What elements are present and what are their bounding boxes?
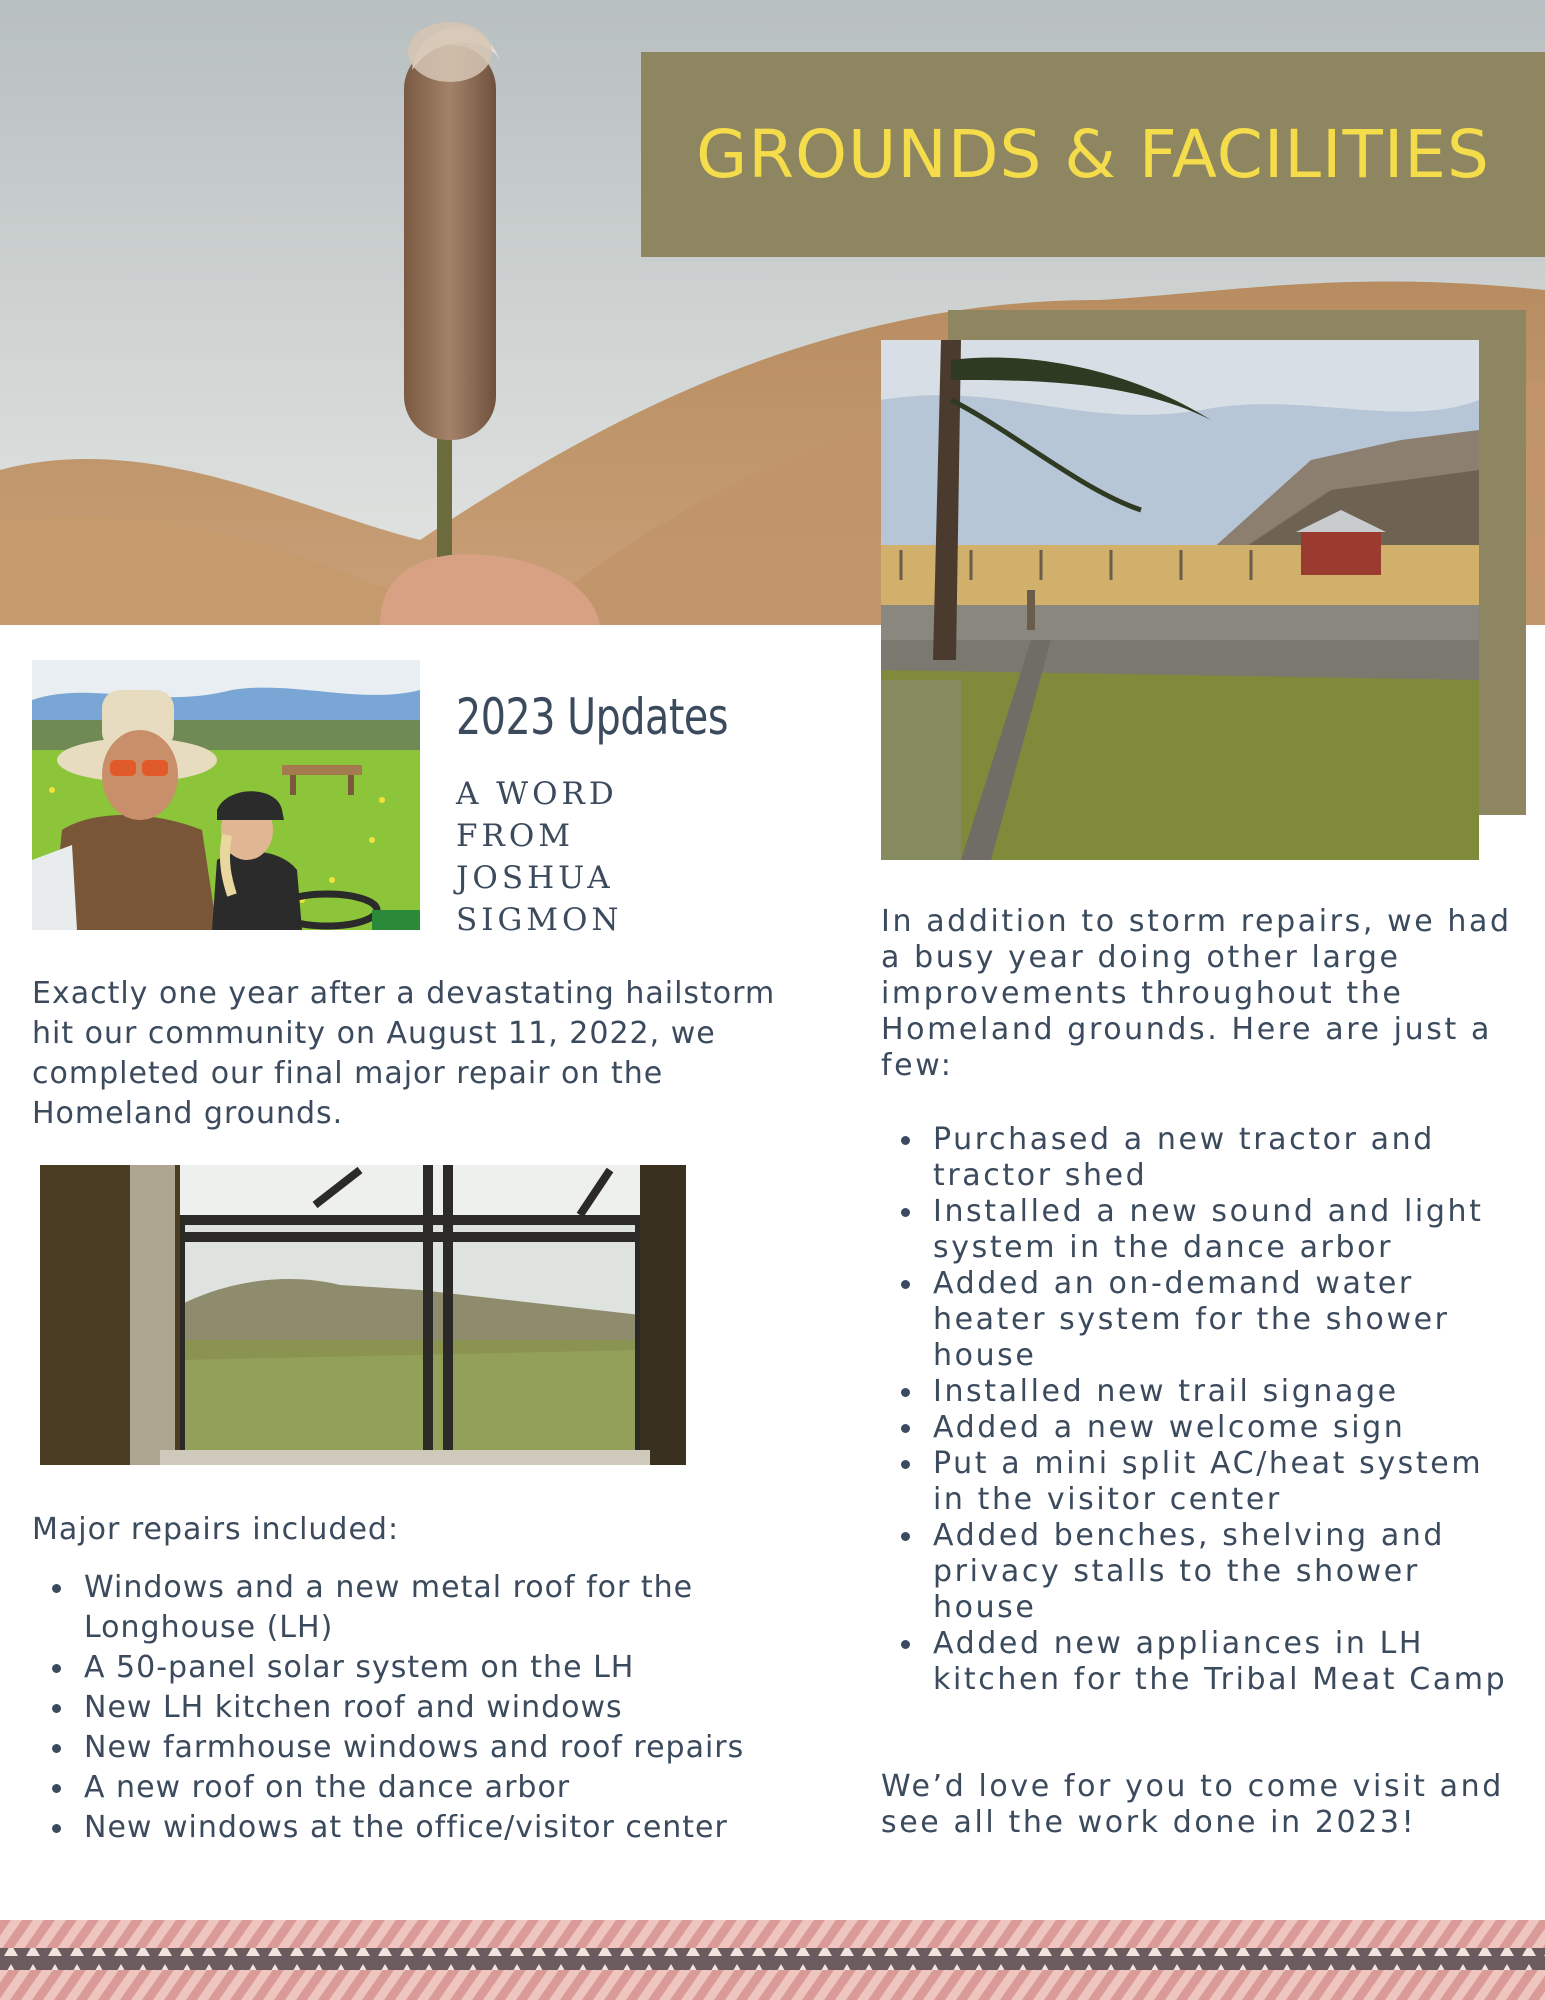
bullet-icon	[901, 1640, 910, 1649]
list-item	[881, 1374, 1521, 1410]
list-item-text: Added an on-demand water heater system for the shower house	[933, 1266, 1450, 1373]
list-item	[32, 1688, 832, 1728]
bullet-icon	[901, 1424, 910, 1433]
barn-landscape-photo	[881, 340, 1479, 860]
list-item-text: Installed a new sound and light system in the dance arbor	[933, 1194, 1484, 1265]
bullet-icon	[901, 1208, 910, 1217]
section-heading: 2023 Updates	[456, 688, 729, 746]
improvements-list	[881, 1122, 1521, 1698]
list-item	[881, 1266, 1521, 1374]
list-item-text: Added a new welcome sign	[933, 1410, 1406, 1445]
bullet-icon	[901, 1388, 910, 1397]
intro-paragraph: Exactly one year after a devastating hailstorm hit our community on August 11, 2022, we completed our final major repair on the Homeland grounds.	[32, 976, 776, 1131]
list-item	[32, 1808, 832, 1848]
bullet-icon	[901, 1532, 910, 1541]
list-item	[32, 1648, 832, 1688]
repairs-label: Major repairs included:	[32, 1512, 400, 1547]
byline-line: A WORD	[456, 776, 618, 812]
bullet-icon	[52, 1664, 61, 1673]
list-item-text: New farmhouse windows and roof repairs	[84, 1730, 745, 1765]
bullet-icon	[901, 1460, 910, 1469]
list-item-text: New LH kitchen roof and windows	[84, 1690, 623, 1725]
byline-line: SIGMON	[456, 902, 623, 938]
list-item-text: Purchased a new tractor and tractor shed	[933, 1122, 1435, 1193]
list-item-text: Installed new trail signage	[933, 1374, 1399, 1409]
joshua-selfie-photo	[32, 660, 420, 930]
window-view-photo	[40, 1165, 686, 1465]
list-item	[32, 1768, 832, 1808]
byline-line: FROM JOSHUA	[456, 818, 614, 896]
bullet-icon	[901, 1280, 910, 1289]
list-item-text: Windows and a new metal roof for the Longhouse (LH)	[84, 1570, 694, 1645]
list-item	[32, 1568, 832, 1648]
bullet-icon	[52, 1824, 61, 1833]
bullet-icon	[901, 1136, 910, 1145]
list-item	[32, 1728, 832, 1768]
footer-pattern-band	[0, 1920, 1545, 2000]
list-item-text: Put a mini split AC/heat system in the visitor center	[933, 1446, 1484, 1517]
list-item-text: Added benches, shelving and privacy stalls to the shower house	[933, 1518, 1446, 1625]
list-item-text: New windows at the office/visitor center	[84, 1810, 728, 1845]
list-item-text: A new roof on the dance arbor	[84, 1770, 571, 1805]
list-item	[881, 1410, 1521, 1446]
closing-paragraph: We’d love for you to come visit and see all the work done in 2023!	[881, 1769, 1504, 1840]
page-title: GROUNDS & FACILITIES	[696, 116, 1490, 193]
list-item	[881, 1518, 1521, 1626]
list-item	[881, 1626, 1521, 1698]
improvements-intro: In addition to storm repairs, we had a busy year doing other large improvements throughout the Homeland grounds. Here are just a few:	[881, 904, 1512, 1083]
title-banner	[641, 52, 1545, 257]
list-item	[881, 1194, 1521, 1266]
byline	[456, 773, 716, 941]
bullet-icon	[52, 1704, 61, 1713]
bullet-icon	[52, 1744, 61, 1753]
list-item-text: A 50-panel solar system on the LH	[84, 1650, 635, 1685]
bullet-icon	[52, 1584, 61, 1593]
list-item-text: Added new appliances in LH kitchen for the Tribal Meat Camp	[933, 1626, 1508, 1697]
list-item	[881, 1446, 1521, 1518]
bullet-icon	[52, 1784, 61, 1793]
list-item	[881, 1122, 1521, 1194]
repairs-list	[32, 1568, 832, 1848]
